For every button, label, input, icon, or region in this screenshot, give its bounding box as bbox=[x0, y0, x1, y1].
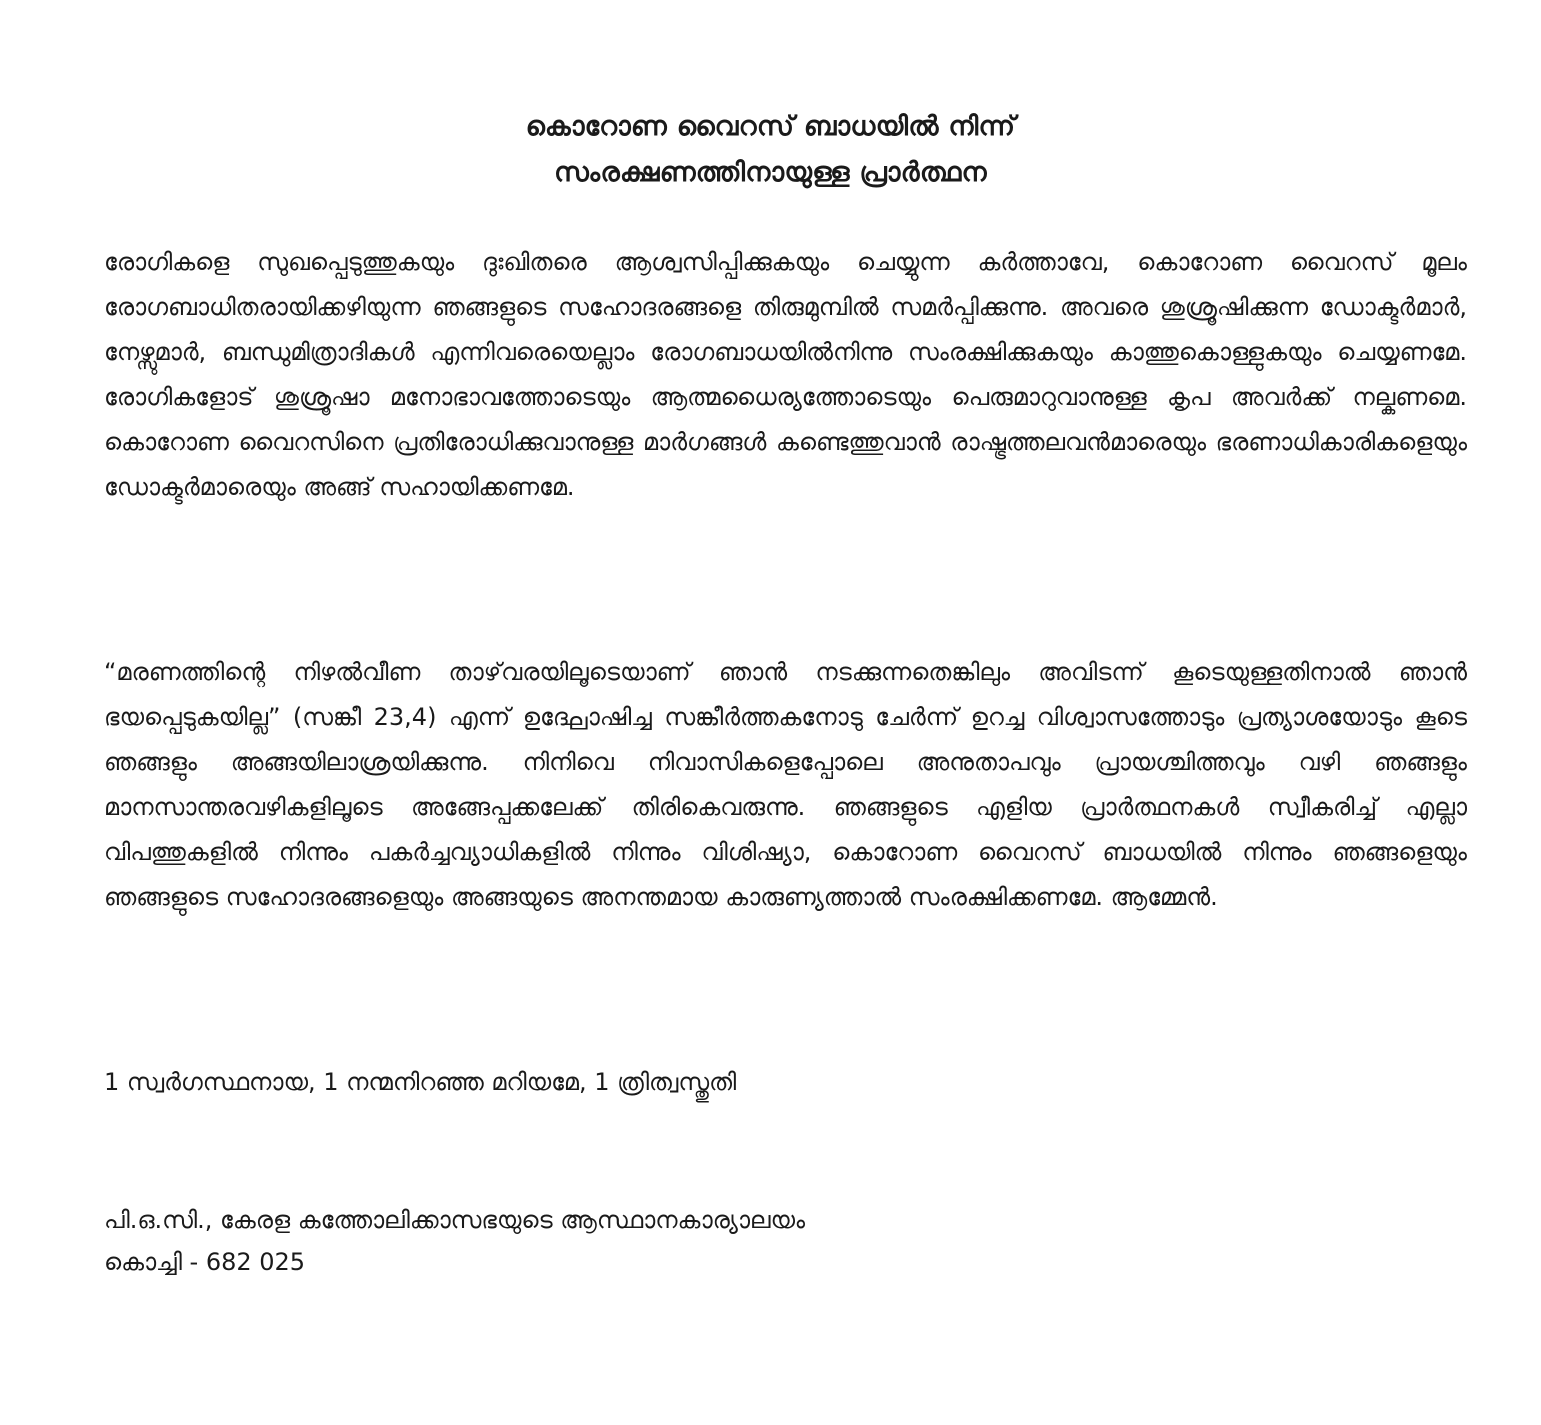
prayer-paragraph-2: “മരണത്തിന്റെ നിഴൽവീണ താഴ്‌വരയിലൂടെയാണ് ഞാൻ നടക്കുന്നതെങ്കിലും അവിടന്ന് കൂടെയുള്ളതിനാൽ ഞാൻ ഭയപ്പെടുകയില്ല” (സങ്കീ 23,4) എന്ന് ഉദ്ഘോഷിച്ച സങ്കീർത്തകനോടു ചേർന്ന് ഉറച്ച വിശ്വാസത്തോടും പ്രത്യാശയോടും കൂടെ ഞങ്ങളും അങ്ങയിലാശ്രയിക്കുന്നു. നിനിവെ നിവാസികളെപ്പോലെ അനുതാപവും പ്രായശ്ചിത്തവും വഴി ഞങ്ങളും മാനസാന്തരവഴികളിലൂടെ അങ്ങേപ്പക്കലേക്ക് തിരികെവരുന്നു. ഞങ്ങളുടെ എളിയ പ്രാർത്ഥനകൾ സ്വീകരിച്ച് എല്ലാ വിപത്തുകളിൽ നിന്നും പകർച്ചവ്യാധികളിൽ നിന്നും വിശിഷ്യാ, കൊറോണ വൈറസ് ബാധയിൽ നിന്നും ഞങ്ങളെയും ഞങ്ങളുടെ സഹോദരങ്ങളെയും അങ്ങയുടെ അനന്തമായ കാരുണ്യത്താൽ സംരക്ഷിക്കണമേ. ആമ്മേൻ. bbox=[104, 658, 1467, 911]
title-line-1: കൊറോണ വൈറസ് ബാധയിൽ നിന്ന് bbox=[525, 111, 1016, 142]
title-line-2: സംരക്ഷണത്തിനായുള്ള പ്രാർത്ഥന bbox=[554, 157, 987, 188]
footer-address: കൊച്ചി - 682 025 bbox=[104, 1248, 306, 1276]
prayer-paragraph-1: രോഗികളെ സുഖപ്പെടുത്തുകയും ദുഃഖിതരെ ആശ്വസിപ്പിക്കുകയും ചെയ്യുന്ന കർത്താവേ, കൊറോണ വൈറസ് മൂലം രോഗബാധിതരായിക്കഴിയുന്ന ഞങ്ങളുടെ സഹോദരങ്ങളെ തിരുമുമ്പിൽ സമർപ്പിക്കുന്നു. അവരെ ശുശ്രൂഷിക്കുന്ന ഡോക്ടർമാർ, നേഴ്സുമാർ, ബന്ധുമിത്രാദികൾ എന്നിവരെയെല്ലാം രോഗബാധയിൽനിന്നു സംരക്ഷിക്കുകയും കാത്തുകൊള്ളുകയും ചെയ്യണമേ. രോഗികളോട് ശുശ്രൂഷാ മനോഭാവത്തോടെയും ആത്മധൈര്യത്തോടെയും പെരുമാറുവാനുള്ള കൃപ അവർക്ക് നല്കണമെ. കൊറോണ വൈറസിനെ പ്രതിരോധിക്കുവാനുള്ള മാർഗങ്ങൾ കണ്ടെത്തുവാൻ രാഷ്ട്രത്തലവൻമാരെയും ഭരണാധികാരികളെയും ഡോക്ടർമാരെയും അങ്ങ് സഹായിക്കണമേ. bbox=[104, 248, 1467, 501]
footer-organization: പി.ഒ.സി., കേരള കത്തോലിക്കാസഭയുടെ ആസ്ഥാനകാര്യാലയം bbox=[104, 1206, 806, 1234]
prayers-list-line: 1 സ്വർഗസ്ഥനായ, 1 നന്മനിറഞ്ഞ മറിയമേ, 1 ത്രിത്വസ്തുതി bbox=[104, 1068, 737, 1096]
document-title bbox=[0, 104, 1541, 196]
